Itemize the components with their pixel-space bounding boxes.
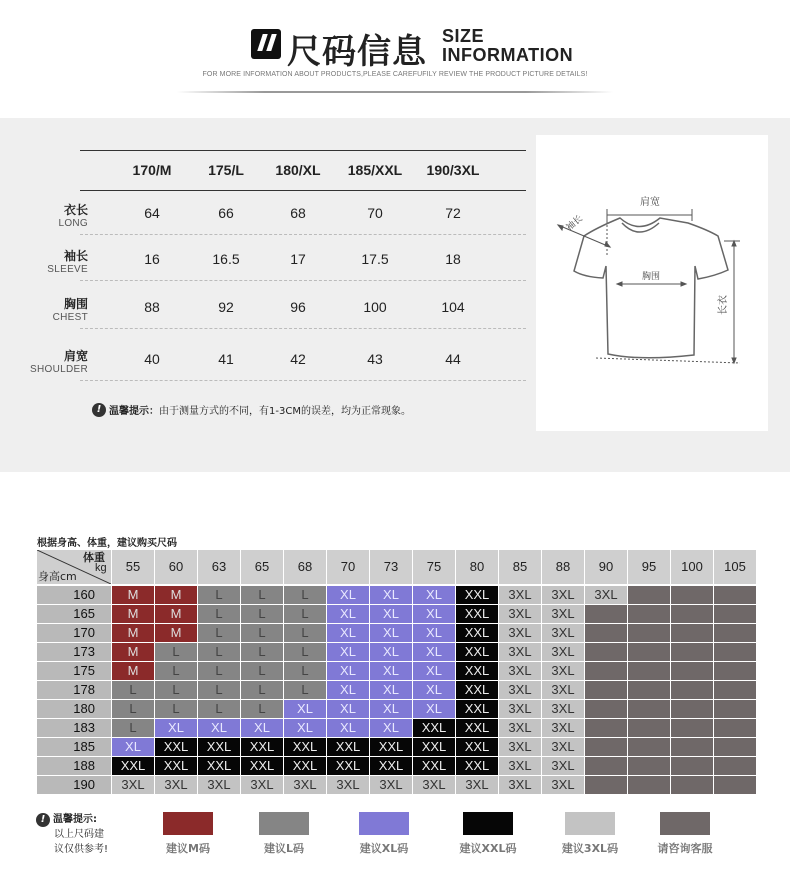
row-label-cn: 衣长 xyxy=(63,203,88,217)
size-suggestion-cell: XXL xyxy=(413,757,455,775)
size-suggestion-cell xyxy=(585,776,627,794)
height-header-cell: 170 xyxy=(37,624,111,642)
size-suggestion-cell: L xyxy=(112,700,154,718)
weight-header-cell: 75 xyxy=(413,550,455,584)
size-suggestion-cell: 3XL xyxy=(542,586,584,604)
legend-tip-line2: 议仅供参考! xyxy=(54,844,109,855)
size-value-cell: 40 xyxy=(144,351,160,367)
legend-tip-bold: 温馨提示: xyxy=(53,814,97,825)
size-suggestion-cell: 3XL xyxy=(542,738,584,756)
size-suggestion-cell xyxy=(628,662,670,680)
row-divider xyxy=(80,234,526,235)
size-column-header: 180/XL xyxy=(275,162,321,178)
size-suggestion-cell: XL xyxy=(327,700,369,718)
size-suggestion-cell: 3XL xyxy=(499,738,541,756)
size-suggestion-cell: XL xyxy=(413,681,455,699)
size-value-cell: 66 xyxy=(218,205,234,221)
size-column-header: 175/L xyxy=(208,162,244,178)
size-row-label xyxy=(20,347,88,375)
size-row-label xyxy=(20,201,88,229)
size-value-cell: 88 xyxy=(144,299,160,315)
size-suggestion-cell: XXL xyxy=(284,738,326,756)
title-cn: 尺码信息 xyxy=(287,32,427,72)
size-suggestion-cell: XL xyxy=(413,624,455,642)
size-suggestion-cell: L xyxy=(198,586,240,604)
size-suggestion-cell: XL xyxy=(413,586,455,604)
legend-label: 请咨询客服 xyxy=(657,842,713,855)
size-suggestion-cell: XL xyxy=(370,624,412,642)
size-suggestion-cell: 3XL xyxy=(542,643,584,661)
size-suggestion-cell: XXL xyxy=(198,757,240,775)
size-suggestion-cell: XL xyxy=(370,605,412,623)
title-en-line1: SIZE xyxy=(442,26,485,46)
size-suggestion-cell xyxy=(671,643,713,661)
size-legend xyxy=(0,810,790,870)
size-suggestion-cell: XL xyxy=(413,700,455,718)
size-suggestion-cell: XL xyxy=(327,643,369,661)
size-suggestion-cell: XXL xyxy=(112,757,154,775)
size-suggestion-cell: L xyxy=(198,681,240,699)
size-suggestion-cell xyxy=(671,605,713,623)
size-row-label xyxy=(20,247,88,275)
size-suggestion-cell: XXL xyxy=(456,643,498,661)
row-label-en: SHOULDER xyxy=(30,364,88,375)
size-suggestion-cell: 3XL xyxy=(198,776,240,794)
table-top-rule xyxy=(80,150,526,151)
size-suggestion-cell: L xyxy=(241,605,283,623)
size-suggestion-cell: L xyxy=(241,586,283,604)
weight-header-cell: 65 xyxy=(241,550,283,584)
height-header-cell: 180 xyxy=(37,700,111,718)
size-suggestion-cell: M xyxy=(112,624,154,642)
warning-icon: ! xyxy=(36,813,50,827)
size-suggestion-cell: XL xyxy=(370,586,412,604)
weight-header-cell: 63 xyxy=(198,550,240,584)
size-suggestion-cell xyxy=(628,700,670,718)
size-value-cell: 72 xyxy=(445,205,461,221)
size-suggestion-cell: L xyxy=(284,586,326,604)
size-suggestion-cell: XXL xyxy=(456,738,498,756)
diagram-length-label: 长衣 xyxy=(718,295,729,315)
size-suggestion-cell: L xyxy=(198,605,240,623)
size-suggestion-cell xyxy=(671,776,713,794)
size-suggestion-cell: 3XL xyxy=(499,605,541,623)
header-divider xyxy=(177,91,613,93)
diagram-chest-label: 胸围 xyxy=(641,272,661,282)
size-suggestion-cell: XXL xyxy=(456,662,498,680)
legend-swatch xyxy=(565,812,615,835)
size-suggestion-cell: XL xyxy=(370,681,412,699)
size-value-cell: 68 xyxy=(290,205,306,221)
size-suggestion-cell xyxy=(585,700,627,718)
diagram-shoulder-label: 肩宽 xyxy=(640,197,660,208)
size-suggestion-cell xyxy=(671,681,713,699)
size-suggestion-cell: 3XL xyxy=(241,776,283,794)
size-suggestion-cell: XXL xyxy=(456,605,498,623)
height-header-cell: 188 xyxy=(37,757,111,775)
size-suggestion-cell: XXL xyxy=(241,757,283,775)
size-suggestion-cell: 3XL xyxy=(370,776,412,794)
size-suggestion-cell: XXL xyxy=(155,738,197,756)
size-suggestion-cell: XXL xyxy=(456,757,498,775)
size-value-cell: 41 xyxy=(218,351,234,367)
size-suggestion-cell: L xyxy=(198,662,240,680)
size-suggestion-cell xyxy=(585,624,627,642)
corner-kg-label: kg xyxy=(95,562,107,574)
size-suggestion-cell: XXL xyxy=(413,719,455,737)
size-suggestion-cell xyxy=(628,605,670,623)
size-suggestion-cell: L xyxy=(284,643,326,661)
weight-header-cell: 90 xyxy=(585,550,627,584)
size-suggestion-cell xyxy=(714,776,756,794)
size-value-cell: 16 xyxy=(144,251,160,267)
table-header-rule xyxy=(80,190,526,191)
size-suggestion-cell xyxy=(671,624,713,642)
row-divider xyxy=(80,280,526,281)
size-suggestion-cell: XL xyxy=(370,643,412,661)
size-suggestion-cell xyxy=(714,700,756,718)
legend-label: 建议3XL码 xyxy=(561,842,619,855)
size-suggestion-cell: XL xyxy=(327,681,369,699)
page-header xyxy=(0,0,790,110)
size-suggestion-cell: L xyxy=(112,719,154,737)
size-suggestion-cell: L xyxy=(198,700,240,718)
legend-label: 建议XXL码 xyxy=(459,842,517,855)
size-suggestion-cell: 3XL xyxy=(499,643,541,661)
size-suggestion-cell: L xyxy=(284,662,326,680)
size-suggestion-cell: 3XL xyxy=(499,586,541,604)
height-header-cell: 190 xyxy=(37,776,111,794)
size-suggestion-cell: XL xyxy=(284,719,326,737)
size-suggestion-cell: M xyxy=(112,605,154,623)
size-suggestion-cell: XXL xyxy=(241,738,283,756)
legend-swatch xyxy=(259,812,309,835)
size-suggestion-cell xyxy=(714,643,756,661)
size-suggestion-cell: XL xyxy=(198,719,240,737)
size-suggestion-cell xyxy=(628,719,670,737)
size-suggestion-cell xyxy=(671,719,713,737)
size-suggestion-cell: XL xyxy=(327,586,369,604)
size-suggestion-cell xyxy=(671,662,713,680)
size-column-header: 185/XXL xyxy=(347,162,403,178)
size-suggestion-cell: XL xyxy=(327,719,369,737)
legend-label: 建议XL码 xyxy=(359,842,409,855)
weight-header-cell: 70 xyxy=(327,550,369,584)
size-suggestion-cell xyxy=(714,719,756,737)
measure-tip-bold: 温馨提示： xyxy=(109,406,159,417)
size-suggestion-cell: 3XL xyxy=(499,700,541,718)
size-value-cell: 104 xyxy=(441,299,465,315)
weight-header-cell: 73 xyxy=(370,550,412,584)
legend-swatch xyxy=(359,812,409,835)
header-subtitle: FOR MORE INFORMATION ABOUT PRODUCTS,PLEASE CAREFUFILY REVIEW THE PRODUCT PICTURE DETAILS! xyxy=(202,71,588,78)
size-suggestion-cell: XXL xyxy=(327,738,369,756)
size-suggestion-cell: XL xyxy=(370,700,412,718)
size-suggestion-cell: L xyxy=(241,643,283,661)
size-value-cell: 70 xyxy=(367,205,383,221)
size-suggestion-cell: 3XL xyxy=(499,757,541,775)
row-label-cn: 袖长 xyxy=(63,249,88,263)
size-suggestion-cell: 3XL xyxy=(585,586,627,604)
size-suggestion-cell xyxy=(585,643,627,661)
size-suggestion-cell: L xyxy=(112,681,154,699)
size-suggestion-cell: 3XL xyxy=(499,719,541,737)
size-suggestion-cell: L xyxy=(155,643,197,661)
size-suggestion-cell: L xyxy=(241,662,283,680)
measure-tip xyxy=(92,402,411,417)
size-suggestion-cell: L xyxy=(155,662,197,680)
size-suggestion-cell xyxy=(628,681,670,699)
size-suggestion-cell: 3XL xyxy=(499,624,541,642)
size-column-header: 190/3XL xyxy=(426,162,480,178)
height-header-cell: 178 xyxy=(37,681,111,699)
size-suggestion-cell: XL xyxy=(327,624,369,642)
size-suggestion-cell: 3XL xyxy=(284,776,326,794)
size-value-cell: 42 xyxy=(290,351,306,367)
size-suggestion-cell xyxy=(628,586,670,604)
size-suggestion-cell: XXL xyxy=(284,757,326,775)
corner-height-label: 身高cm xyxy=(38,570,77,583)
size-suggestion-cell: 3XL xyxy=(542,681,584,699)
size-suggestion-cell: 3XL xyxy=(456,776,498,794)
size-suggestion-cell: 3XL xyxy=(542,719,584,737)
size-suggestion-cell: XL xyxy=(413,643,455,661)
row-label-cn: 胸围 xyxy=(63,297,88,311)
size-suggestion-cell: XL xyxy=(327,662,369,680)
size-suggestion-cell: XL xyxy=(370,719,412,737)
size-suggestion-cell: 3XL xyxy=(327,776,369,794)
size-suggestion-cell: XXL xyxy=(370,738,412,756)
size-suggestion-cell: XXL xyxy=(456,681,498,699)
size-suggestion-cell: L xyxy=(284,681,326,699)
size-suggestion-cell xyxy=(628,643,670,661)
size-value-cell: 18 xyxy=(445,251,461,267)
size-suggestion-cell xyxy=(628,776,670,794)
size-value-cell: 100 xyxy=(363,299,387,315)
legend-swatch xyxy=(660,812,710,835)
slash-logo-icon xyxy=(251,29,281,59)
size-suggestion-cell xyxy=(714,586,756,604)
row-label-en: LONG xyxy=(58,218,88,229)
shirt-diagram xyxy=(536,135,768,431)
row-label-en: SLEEVE xyxy=(47,264,88,275)
size-suggestion-cell: XL xyxy=(241,719,283,737)
weight-header-cell: 85 xyxy=(499,550,541,584)
size-value-cell: 64 xyxy=(144,205,160,221)
size-suggestion-cell: M xyxy=(155,586,197,604)
weight-header-cell: 68 xyxy=(284,550,326,584)
weight-header-cell: 80 xyxy=(456,550,498,584)
title-en-line2: INFORMATION xyxy=(442,45,574,65)
row-label-en: CHEST xyxy=(52,312,88,323)
size-value-cell: 92 xyxy=(218,299,234,315)
size-suggestion-cell: XXL xyxy=(456,719,498,737)
size-suggestion-cell: XXL xyxy=(456,624,498,642)
size-suggestion-cell: XXL xyxy=(155,757,197,775)
size-suggestion-cell: XXL xyxy=(413,738,455,756)
weight-header-cell: 60 xyxy=(155,550,197,584)
size-suggestion-cell: L xyxy=(198,643,240,661)
size-suggestion-cell: XL xyxy=(155,719,197,737)
size-suggestion-cell: 3XL xyxy=(542,662,584,680)
size-suggestion-cell: 3XL xyxy=(499,662,541,680)
size-suggestion-cell: XL xyxy=(112,738,154,756)
size-suggestion-cell xyxy=(585,738,627,756)
grid-title: 根据身高、体重，建议购买尺码 xyxy=(37,538,177,549)
size-suggestion-cell: 3XL xyxy=(155,776,197,794)
weight-header-cell: 95 xyxy=(628,550,670,584)
size-suggestion-cell: 3XL xyxy=(499,776,541,794)
height-header-cell: 165 xyxy=(37,605,111,623)
size-suggestion-cell: XXL xyxy=(456,700,498,718)
size-suggestion-cell xyxy=(628,624,670,642)
height-header-cell: 160 xyxy=(37,586,111,604)
weight-header-cell: 55 xyxy=(112,550,154,584)
weight-header-cell: 105 xyxy=(714,550,756,584)
height-header-cell: 175 xyxy=(37,662,111,680)
size-suggestion-cell xyxy=(714,738,756,756)
warning-icon: ! xyxy=(92,403,106,417)
size-suggestion-cell xyxy=(585,662,627,680)
size-suggestion-cell: M xyxy=(155,605,197,623)
legend-swatch xyxy=(163,812,213,835)
size-suggestion-cell: 3XL xyxy=(542,757,584,775)
size-suggestion-cell: L xyxy=(198,624,240,642)
legend-label: 建议L码 xyxy=(263,842,304,855)
size-suggestion-cell: 3XL xyxy=(499,681,541,699)
size-suggestion-cell: XXL xyxy=(198,738,240,756)
size-suggestion-cell: XL xyxy=(284,700,326,718)
size-suggestion-cell: XL xyxy=(413,605,455,623)
size-suggestion-cell xyxy=(671,586,713,604)
size-value-cell: 44 xyxy=(445,351,461,367)
height-header-cell: 185 xyxy=(37,738,111,756)
size-suggestion-cell: L xyxy=(155,681,197,699)
size-suggestion-cell: M xyxy=(112,586,154,604)
size-suggestion-cell: 3XL xyxy=(542,624,584,642)
size-value-cell: 43 xyxy=(367,351,383,367)
size-suggestion-cell: XXL xyxy=(327,757,369,775)
size-suggestion-cell: M xyxy=(155,624,197,642)
size-suggestion-cell xyxy=(671,738,713,756)
legend-label: 建议M码 xyxy=(166,842,210,855)
size-value-cell: 17 xyxy=(290,251,306,267)
row-label-cn: 肩宽 xyxy=(63,349,88,363)
size-suggestion-cell: XXL xyxy=(370,757,412,775)
diagram-sleeve-label: 袖长 xyxy=(564,213,585,234)
size-suggestion-cell xyxy=(714,624,756,642)
size-suggestion-cell xyxy=(671,700,713,718)
size-suggestion-cell: L xyxy=(284,624,326,642)
size-suggestion-cell xyxy=(585,605,627,623)
weight-header-cell: 100 xyxy=(671,550,713,584)
corner-weight-label: 体重 xyxy=(83,551,105,564)
legend-swatch xyxy=(463,812,513,835)
size-value-cell: 16.5 xyxy=(212,251,240,267)
size-suggestion-cell: L xyxy=(284,605,326,623)
row-divider xyxy=(80,328,526,329)
size-suggestion-cell xyxy=(714,681,756,699)
size-suggestion-cell: M xyxy=(112,643,154,661)
size-suggestion-cell xyxy=(628,738,670,756)
size-suggestion-cell: L xyxy=(241,700,283,718)
size-suggestion-cell: L xyxy=(241,681,283,699)
size-suggestion-cell: XL xyxy=(327,605,369,623)
size-suggestion-cell: XL xyxy=(370,662,412,680)
size-suggestion-cell: M xyxy=(112,662,154,680)
size-suggestion-cell xyxy=(714,662,756,680)
height-header-cell: 173 xyxy=(37,643,111,661)
size-row-label xyxy=(20,295,88,323)
weight-header-cell: 88 xyxy=(542,550,584,584)
size-suggestion-cell: XXL xyxy=(456,586,498,604)
size-suggestion-cell xyxy=(585,719,627,737)
size-suggestion-cell: 3XL xyxy=(542,776,584,794)
legend-tip xyxy=(36,812,108,857)
size-suggestion-cell xyxy=(671,757,713,775)
size-value-cell: 17.5 xyxy=(361,251,389,267)
row-divider xyxy=(80,380,526,381)
height-header-cell: 183 xyxy=(37,719,111,737)
size-value-cell: 96 xyxy=(290,299,306,315)
size-suggestion-cell xyxy=(585,681,627,699)
size-suggestion-cell xyxy=(714,605,756,623)
tshirt-outline-icon xyxy=(536,135,768,431)
measure-tip-text: 由于测量方式的不同，有1-3CM的误差，均为正常现象。 xyxy=(159,406,411,417)
size-suggestion-cell: 3XL xyxy=(413,776,455,794)
size-suggestion-cell: 3XL xyxy=(542,700,584,718)
size-suggestion-cell: 3XL xyxy=(542,605,584,623)
size-suggestion-cell: L xyxy=(241,624,283,642)
size-suggestion-cell xyxy=(628,757,670,775)
size-suggestion-cell xyxy=(585,757,627,775)
size-suggestion-cell: XL xyxy=(413,662,455,680)
legend-tip-line1: 以上尺码建 xyxy=(54,829,104,840)
size-column-header: 170/M xyxy=(132,162,172,178)
grid-corner xyxy=(37,550,111,584)
size-suggestion-cell: 3XL xyxy=(112,776,154,794)
size-suggestion-cell: L xyxy=(155,700,197,718)
size-suggestion-cell xyxy=(714,757,756,775)
